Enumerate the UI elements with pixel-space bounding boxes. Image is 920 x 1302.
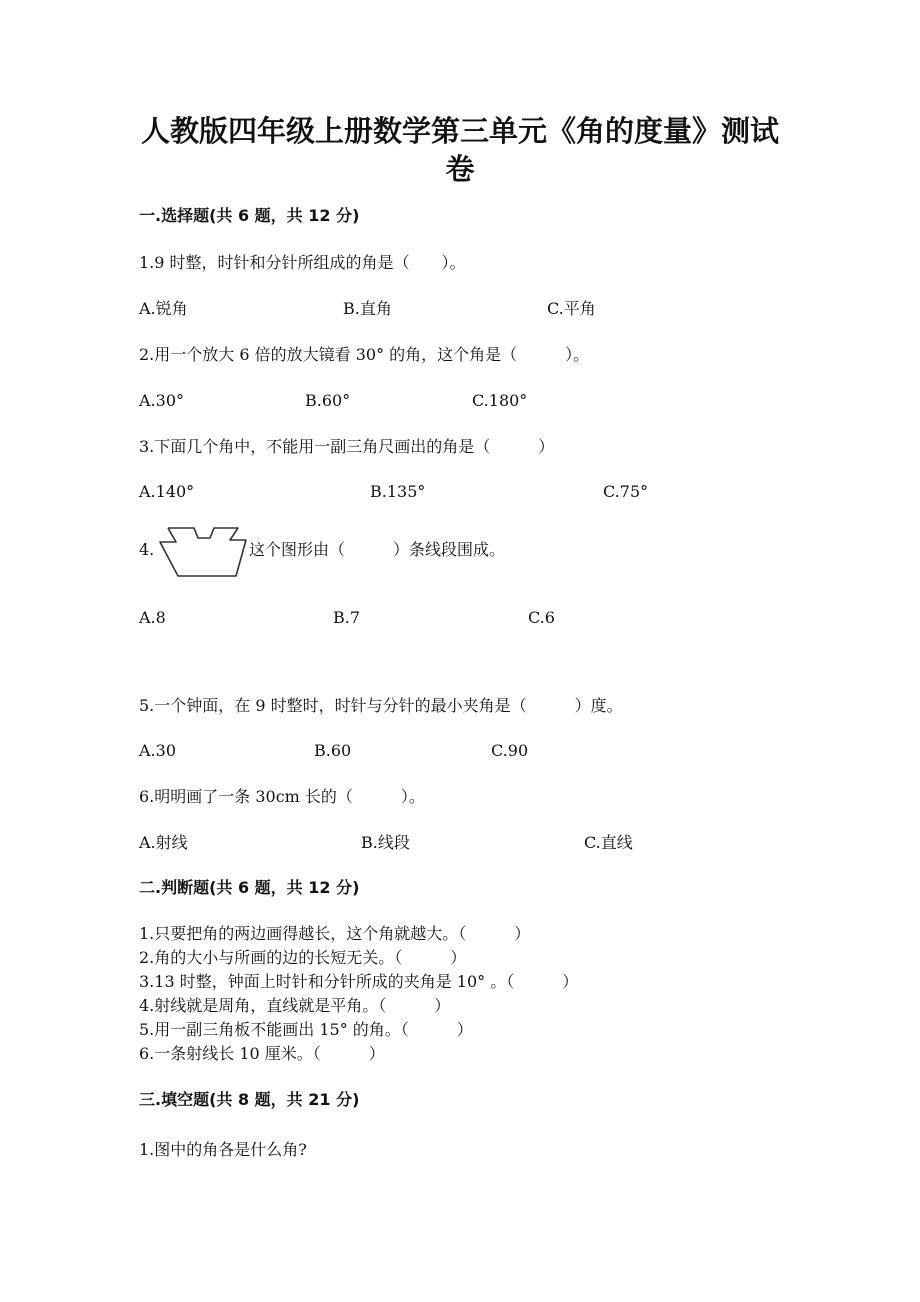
page-title-line-2: 卷	[445, 152, 475, 186]
option-1-2-b: B.60°	[305, 391, 351, 410]
option-1-2-c: C.180°	[472, 391, 528, 410]
question-1-3: 3.下面几个角中，不能用一副三角尺画出的角是（ ）	[139, 437, 555, 456]
question-1-2: 2.用一个放大 6 倍的放大镜看 30° 的角，这个角是（ ）。	[139, 345, 590, 364]
option-1-3-b: B.135°	[370, 482, 426, 501]
option-1-5-b: B.60	[314, 741, 352, 760]
option-1-1-c: C.平角	[547, 299, 596, 318]
judge-item-2: 2.角的大小与所画的边的长短无关。（ ）	[139, 948, 467, 967]
option-1-6-a: A.射线	[139, 833, 188, 852]
question-1-6: 6.明明画了一条 30cm 长的（ ）。	[139, 787, 425, 806]
option-1-1-a: A.锐角	[139, 299, 188, 318]
section-2-heading: 二.判断题(共 6 题，共 12 分)	[139, 878, 360, 897]
polygon-figure-icon	[158, 524, 248, 580]
fill-question-1: 1.图中的角各是什么角?	[139, 1140, 307, 1159]
option-1-4-a: A.8	[139, 608, 166, 627]
option-1-3-a: A.140°	[139, 482, 195, 501]
option-1-5-c: C.90	[491, 741, 529, 760]
option-1-5-a: A.30	[139, 741, 176, 760]
page-title-line-1: 人教版四年级上册数学第三单元《角的度量》测试	[140, 114, 779, 148]
option-1-6-b: B.线段	[361, 833, 410, 852]
option-1-4-c: C.6	[528, 608, 555, 627]
judge-item-6: 6.一条射线长 10 厘米。（ ）	[139, 1044, 385, 1063]
judge-item-1: 1.只要把角的两边画得越长，这个角就越大。（ ）	[139, 924, 531, 943]
question-1-4-number: 4.	[139, 540, 155, 559]
option-1-2-a: A.30°	[139, 391, 184, 410]
question-1-1: 1.9 时整，时针和分针所组成的角是（ ）。	[139, 253, 466, 272]
question-1-4-text: 这个图形由（ ）条线段围成。	[249, 540, 506, 559]
option-1-4-b: B.7	[333, 608, 361, 627]
option-1-1-b: B.直角	[343, 299, 392, 318]
judge-item-4: 4.射线就是周角，直线就是平角。（ ）	[139, 996, 451, 1015]
option-1-3-c: C.75°	[603, 482, 649, 501]
judge-item-5: 5.用一副三角板不能画出 15° 的角。（ ）	[139, 1020, 473, 1039]
judge-item-3: 3.13 时整，钟面上时针和分针所成的夹角是 10° 。（ ）	[139, 972, 579, 991]
section-3-heading: 三.填空题(共 8 题，共 21 分)	[139, 1090, 360, 1109]
question-1-5: 5.一个钟面，在 9 时整时，时针与分针的最小夹角是（ ）度。	[139, 696, 623, 715]
option-1-6-c: C.直线	[584, 833, 633, 852]
section-1-heading: 一.选择题(共 6 题，共 12 分)	[139, 206, 360, 225]
